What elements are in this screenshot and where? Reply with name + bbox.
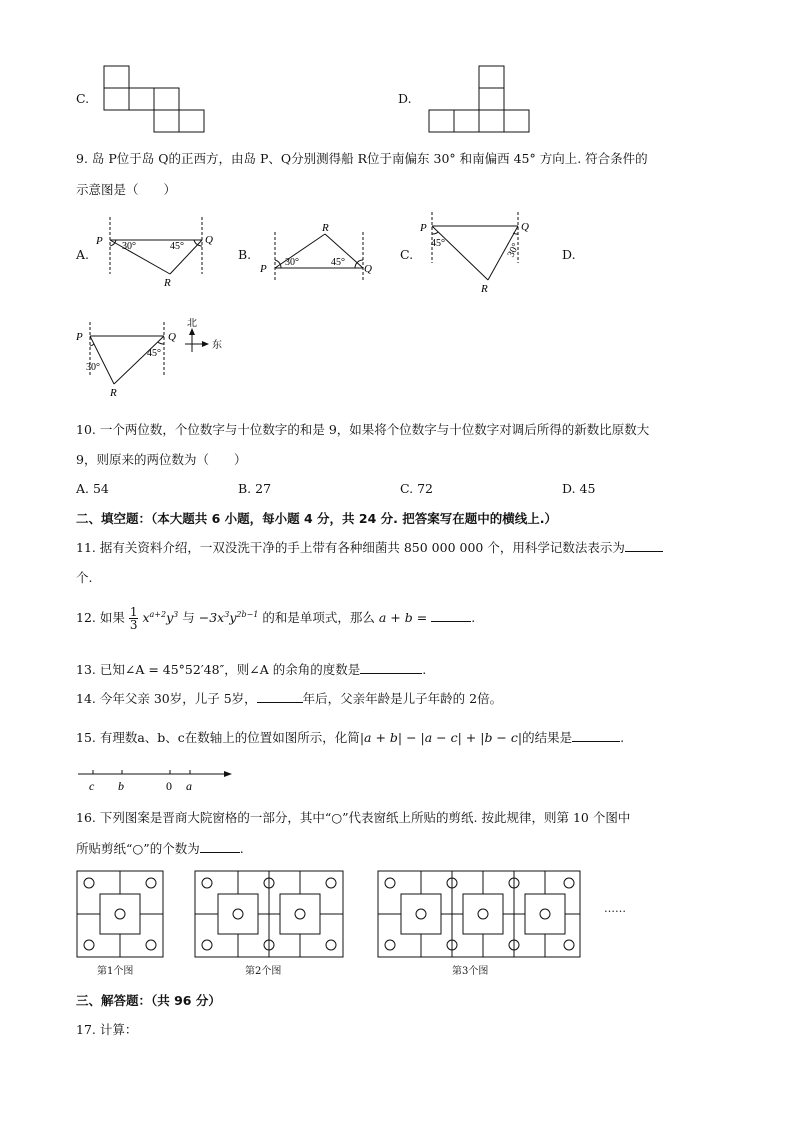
q9-option-d-label: D.: [562, 247, 576, 262]
point-q: Q: [205, 234, 213, 246]
q12-line: 12. 如果 $\frac{1}{3}$ $x^{a+2}y^3$ 与 $-3x^3y^{2b-1}$ 的和是单项式，那么 a + b = .: [76, 605, 476, 632]
q10-option-a: A. 54: [76, 481, 109, 496]
q15-number-line: [76, 760, 246, 794]
point-r: R: [110, 387, 117, 399]
q12-answer-blank[interactable]: [431, 609, 471, 622]
angle-45: 45°: [147, 348, 161, 359]
q12-fraction: $\frac{1}{3}$: [129, 605, 138, 632]
q11-line1: 11. 据有关资料介绍，一双没洗干净的手上带有各种细菌共 850 000 000 个，用科学记数法表示为: [76, 538, 663, 556]
caption-1: 第1个图: [97, 966, 134, 977]
q9-diagram-d: [72, 318, 242, 400]
window-pattern-3: [377, 870, 583, 960]
q9-diagram-a: [90, 212, 220, 292]
q9-option-b-label: B.: [238, 247, 252, 262]
angle-45: 45°: [431, 238, 445, 249]
q13-line: 13. 已知∠A = 45°52′48″，则∠A 的余角的度数是 .: [76, 662, 427, 677]
point-r: R: [322, 222, 329, 234]
q16-answer-blank[interactable]: [200, 840, 240, 853]
q9-option-c-label: C.: [400, 247, 414, 262]
caption-2: 第2个图: [245, 966, 282, 977]
axis-label-0: 0: [166, 779, 172, 793]
q9-stem-line1: 9. 岛 P位于岛 Q的正西方，由岛 P、Q分别测得船 R位于南偏东 30° 和南偏西 45° 方向上. 符合条件的: [76, 151, 648, 166]
ellipsis: ……: [604, 902, 626, 915]
angle-30: 30°: [285, 257, 299, 268]
q8-figure-c: [100, 64, 210, 134]
q14-answer-blank[interactable]: [257, 690, 303, 703]
point-p: P: [260, 263, 267, 275]
q11-line2: 个.: [76, 570, 93, 585]
axis-label-b: b: [118, 779, 124, 793]
q9-diagram-b: [255, 212, 385, 292]
q16-line1: 16. 下列图案是晋商大院窗格的一部分，其中“○”代表窗纸上所贴的剪纸. 按此规律，则第 10 个图中: [76, 810, 631, 825]
angle-45: 45°: [331, 257, 345, 268]
q10-option-b: B. 27: [238, 481, 272, 496]
q10-option-c: C. 72: [400, 481, 433, 496]
point-p: P: [420, 222, 427, 234]
point-q: Q: [168, 331, 176, 343]
q15-line: 15. 有理数a、b、c在数轴上的位置如图所示，化简|a + b| − |a − c| + |b − c|的结果是 .: [76, 730, 625, 745]
window-pattern-2: [194, 870, 346, 960]
q14-line: 14. 今年父亲 30岁，儿子 5岁， 年后，父亲年龄是儿子年龄的 2倍。: [76, 691, 503, 706]
q9-stem-line2: 示意图是（ ）: [76, 182, 177, 197]
section3-title: 三、解答题：（共 96 分）: [76, 993, 221, 1008]
compass-north-label: 北: [187, 318, 197, 329]
q13-answer-blank[interactable]: [360, 661, 422, 674]
q12-term1: $x^{a+2}y^3$: [142, 609, 179, 625]
angle-30: 30°: [122, 241, 136, 252]
q10-option-d: D. 45: [562, 481, 596, 496]
angle-45: 45°: [170, 241, 184, 252]
angle-30: 30°: [505, 241, 522, 260]
q8-figure-d: [425, 64, 535, 134]
window-pattern-1: [76, 870, 168, 960]
q15-answer-blank[interactable]: [572, 729, 620, 742]
section2-title: 二、填空题：（本大题共 6 小题，每小题 4 分，共 24 分. 把答案写在题中的横线上.）: [76, 511, 558, 526]
q9-diagram-c: [418, 208, 548, 298]
option-c-label: C.: [76, 91, 90, 106]
compass-east-label: 东: [212, 340, 222, 351]
point-p: P: [76, 331, 83, 343]
q17-label: 17. 计算：: [76, 1022, 138, 1037]
point-r: R: [481, 283, 488, 295]
point-q: Q: [364, 263, 372, 275]
caption-3: 第3个图: [452, 966, 489, 977]
point-p: P: [96, 235, 103, 247]
q16-line2: 所贴剪纸“○”的个数为 .: [76, 841, 244, 856]
axis-label-c: c: [89, 779, 95, 793]
q10-stem-line2: 9，则原来的两位数为（ ）: [76, 452, 247, 467]
q15-expression: |a + b| − |a − c| + |b − c|: [359, 730, 523, 745]
q10-stem-line1: 10. 一个两位数，个位数字与十位数字的和是 9，如果将个位数字与十位数字对调后所得的新数比原数大: [76, 422, 650, 437]
option-d-label: D.: [398, 91, 412, 106]
q11-answer-blank[interactable]: [625, 539, 663, 552]
q9-option-a-label: A.: [76, 247, 90, 262]
angle-30: 30°: [86, 362, 100, 373]
point-r: R: [164, 277, 171, 289]
axis-label-a: a: [186, 779, 192, 793]
point-q: Q: [521, 221, 529, 233]
q12-term2: $-3x^3y^{2b-1}$: [198, 609, 259, 625]
